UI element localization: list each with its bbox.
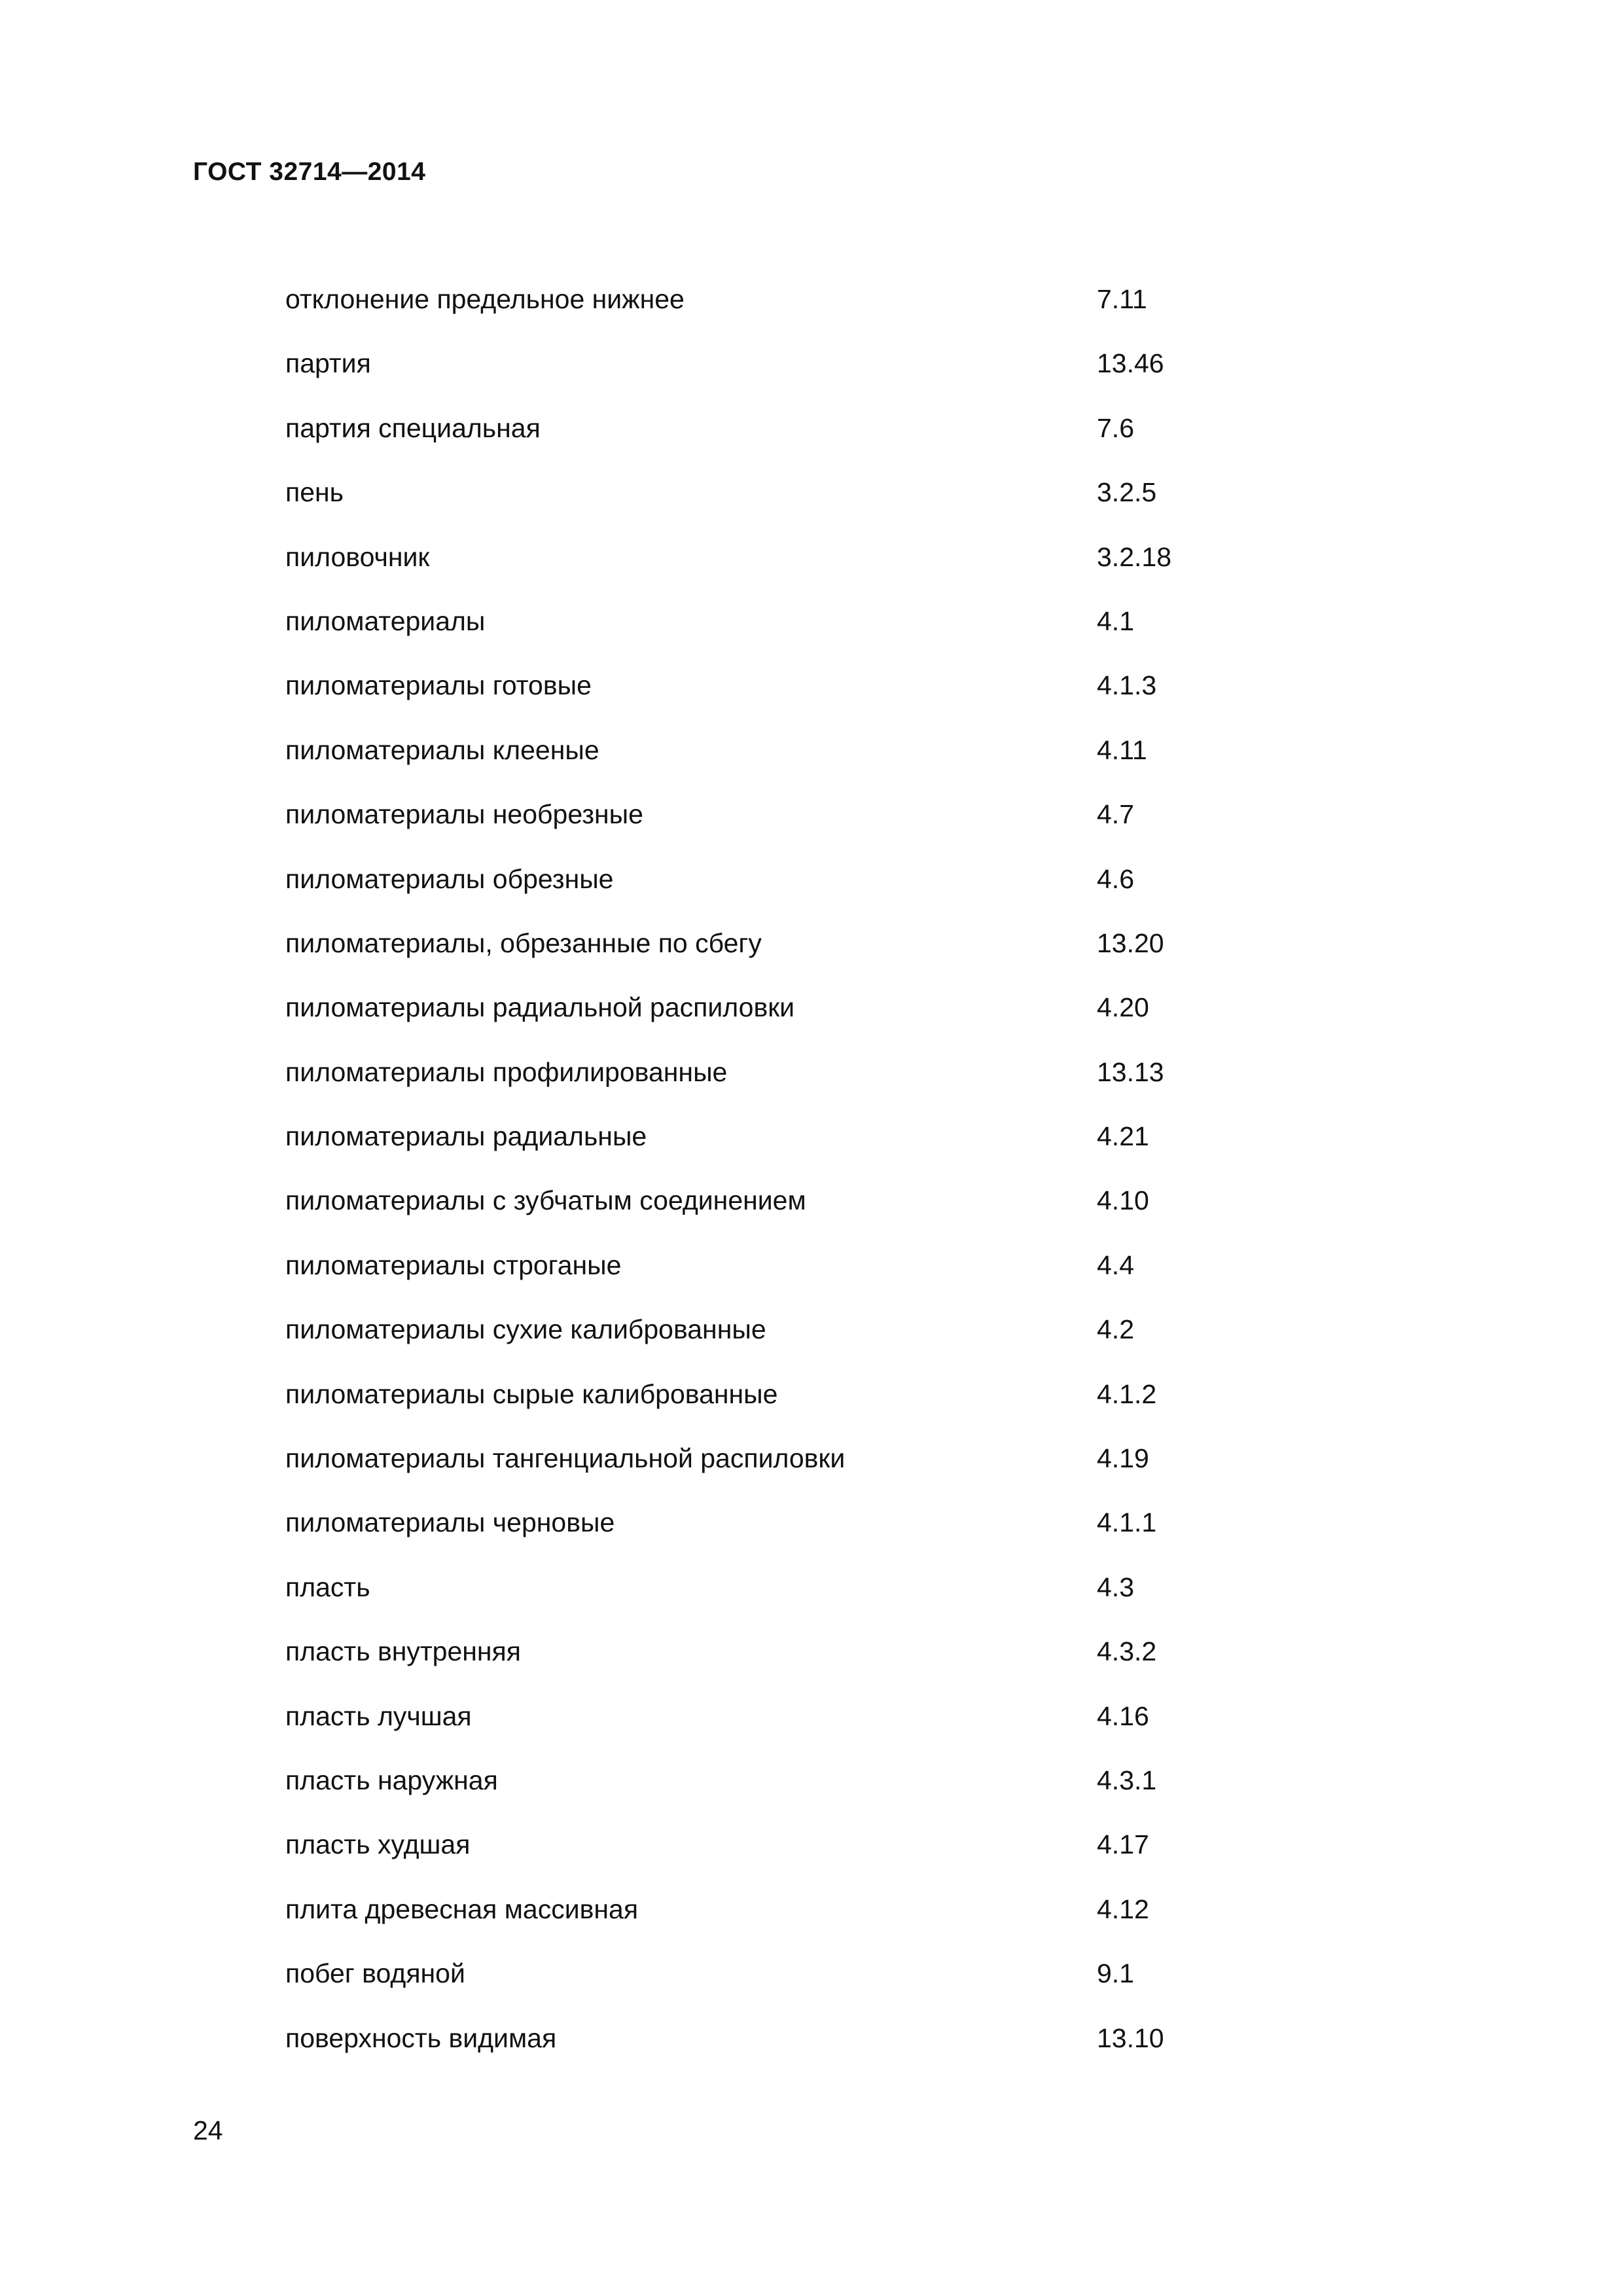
- index-reference: 4.1: [1097, 605, 1134, 636]
- index-reference: 9.1: [1097, 1958, 1134, 1989]
- index-term: пиломатериалы сырые калиброванные: [285, 1378, 778, 1409]
- index-row: [285, 1442, 1267, 1506]
- index-term: пиломатериалы черновые: [285, 1507, 615, 1538]
- index-row: [285, 476, 1267, 540]
- index-reference: 4.16: [1097, 1700, 1149, 1731]
- index-row: [285, 1378, 1267, 1442]
- index-term: пласть: [285, 1571, 370, 1602]
- index-row: [285, 1249, 1267, 1313]
- index-reference: 4.12: [1097, 1893, 1149, 1924]
- index-term: пиломатериалы строганые: [285, 1249, 622, 1280]
- index-term: пиломатериалы, обрезанные по сбегу: [285, 927, 762, 958]
- index-row: [285, 734, 1267, 798]
- index-term: партия: [285, 348, 371, 379]
- index-row: [285, 347, 1267, 411]
- index-reference: 13.10: [1097, 2022, 1164, 2053]
- index-term: пласть худшая: [285, 1829, 471, 1860]
- index-reference: 3.2.18: [1097, 541, 1171, 572]
- index-term: пласть лучшая: [285, 1700, 472, 1731]
- index-row: [285, 283, 1267, 347]
- index-row: [285, 2022, 1267, 2086]
- index-row: [285, 1571, 1267, 1635]
- index-reference: 4.3.2: [1097, 1636, 1157, 1667]
- index-row: [285, 605, 1267, 669]
- index-reference: 4.20: [1097, 992, 1149, 1023]
- index-row: [285, 927, 1267, 991]
- index-reference: 4.3: [1097, 1571, 1134, 1602]
- index-term: пиломатериалы готовые: [285, 670, 592, 701]
- index-reference: 4.3.1: [1097, 1765, 1157, 1795]
- index-row: [285, 1313, 1267, 1377]
- index-reference: 4.7: [1097, 799, 1134, 830]
- index-row: [285, 1056, 1267, 1120]
- index-row: [285, 1700, 1267, 1764]
- index-row: [285, 412, 1267, 476]
- document-header: ГОСТ 32714—2014: [193, 158, 426, 186]
- index-term: пиломатериалы необрезные: [285, 799, 643, 830]
- index-reference: 4.2: [1097, 1314, 1134, 1345]
- index-term: побег водяной: [285, 1958, 465, 1989]
- index-term: плита древесная массивная: [285, 1893, 639, 1924]
- index-reference: 7.6: [1097, 412, 1134, 443]
- index-row: [285, 798, 1267, 862]
- index-reference: 4.17: [1097, 1829, 1149, 1860]
- index-term: пиломатериалы радиальной распиловки: [285, 992, 795, 1023]
- index-term: пиломатериалы тангенциальной распиловки: [285, 1443, 846, 1474]
- index-term: пиловочник: [285, 541, 430, 572]
- alphabetical-index-list: [285, 283, 1267, 2086]
- index-reference: 7.11: [1097, 284, 1147, 314]
- index-row: [285, 1635, 1267, 1699]
- index-row: [285, 1184, 1267, 1248]
- index-row: [285, 1893, 1267, 1957]
- index-reference: 4.1.3: [1097, 670, 1157, 701]
- index-row: [285, 669, 1267, 733]
- index-reference: 4.4: [1097, 1249, 1134, 1280]
- index-reference: 13.20: [1097, 927, 1164, 958]
- index-term: партия специальная: [285, 412, 541, 443]
- index-term: пень: [285, 477, 344, 508]
- index-term: отклонение предельное нижнее: [285, 284, 685, 314]
- index-term: пиломатериалы клееные: [285, 734, 599, 765]
- index-reference: 4.21: [1097, 1121, 1149, 1152]
- index-reference: 4.1.2: [1097, 1378, 1157, 1409]
- index-reference: 13.46: [1097, 348, 1164, 379]
- index-reference: 4.1.1: [1097, 1507, 1157, 1538]
- index-term: пиломатериалы радиальные: [285, 1121, 647, 1152]
- index-reference: 4.6: [1097, 863, 1134, 894]
- page-number: 24: [193, 2115, 223, 2145]
- index-row: [285, 863, 1267, 927]
- index-reference: 4.19: [1097, 1443, 1149, 1474]
- index-term: пиломатериалы: [285, 605, 486, 636]
- index-reference: 13.13: [1097, 1056, 1164, 1087]
- index-row: [285, 1764, 1267, 1828]
- index-row: [285, 991, 1267, 1055]
- index-term: пиломатериалы с зубчатым соединением: [285, 1185, 806, 1216]
- index-reference: 3.2.5: [1097, 477, 1157, 508]
- index-reference: 4.11: [1097, 734, 1147, 765]
- index-term: поверхность видимая: [285, 2022, 557, 2053]
- index-row: [285, 1506, 1267, 1570]
- index-term: пласть внутренняя: [285, 1636, 521, 1667]
- index-row: [285, 1120, 1267, 1184]
- index-term: пиломатериалы обрезные: [285, 863, 614, 894]
- index-term: пиломатериалы профилированные: [285, 1056, 728, 1087]
- index-term: пиломатериалы сухие калиброванные: [285, 1314, 766, 1345]
- index-row: [285, 1957, 1267, 2021]
- index-row: [285, 541, 1267, 605]
- index-row: [285, 1828, 1267, 1892]
- index-reference: 4.10: [1097, 1185, 1149, 1216]
- index-term: пласть наружная: [285, 1765, 498, 1795]
